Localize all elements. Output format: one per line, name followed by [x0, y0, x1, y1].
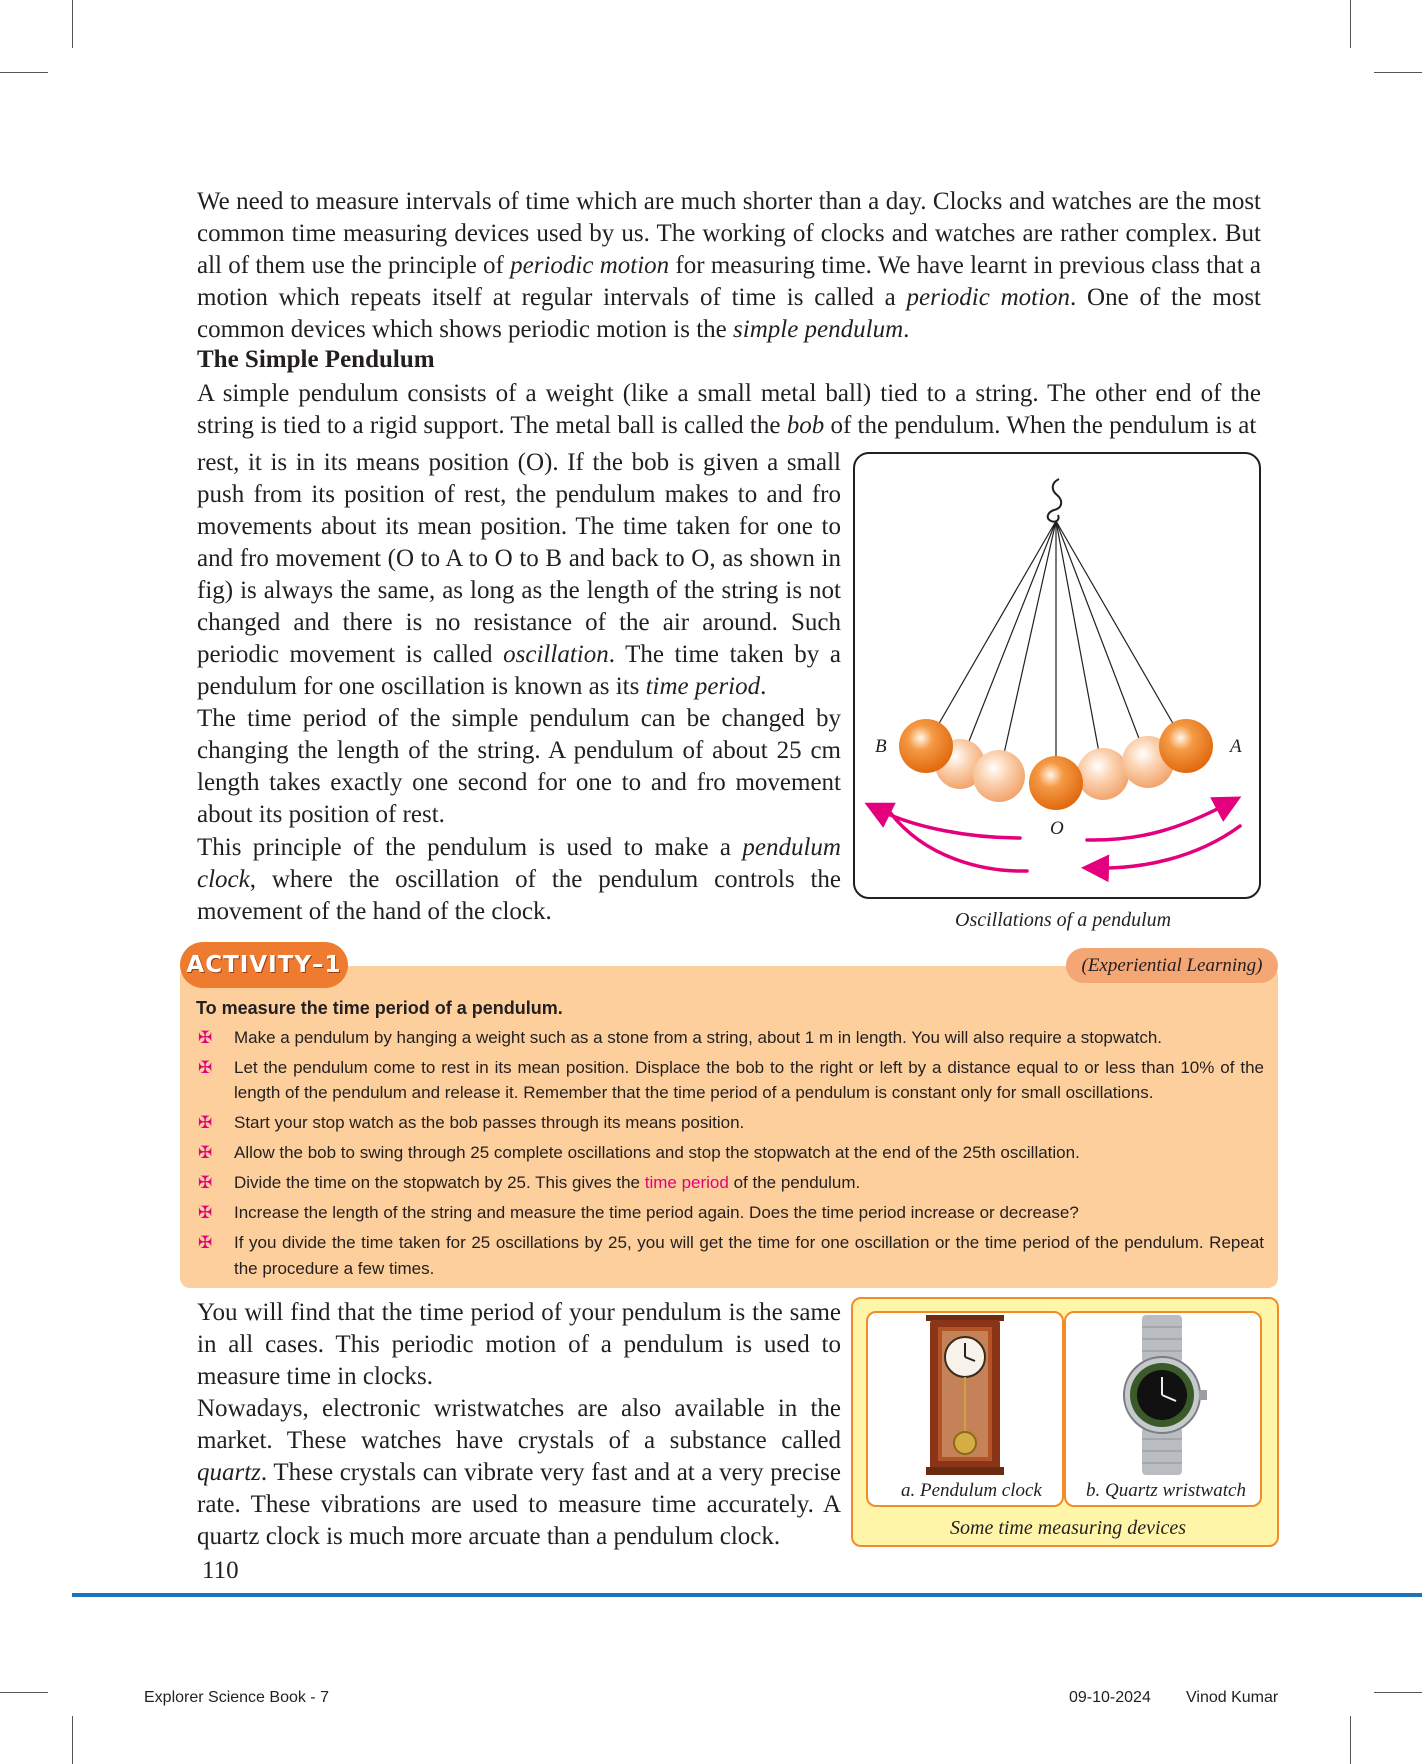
quartz-watch-caption: b. Quartz wristwatch — [1086, 1480, 1246, 1501]
time-devices-caption: Some time measuring devices — [950, 1517, 1187, 1539]
label-b: B — [875, 736, 887, 757]
cross-bullet-icon: ✠ — [198, 1057, 213, 1077]
pendulum-bob-o — [1029, 756, 1083, 810]
activity-step: ✠ Allow the bob to swing through 25 complete oscillations and stop the stopwatch at the end of the 25th oscillation. — [196, 1140, 1264, 1166]
section-heading-simple-pendulum: The Simple Pendulum — [197, 346, 435, 373]
activity-tag-badge: (Experiential Learning) — [1066, 948, 1278, 983]
crop-mark — [0, 1692, 48, 1693]
cross-bullet-icon: ✠ — [198, 1143, 213, 1162]
label-a: A — [1230, 736, 1242, 757]
page-number: 110 — [202, 1557, 239, 1584]
crop-mark — [1350, 1716, 1351, 1764]
footer-book-title: Explorer Science Book - 7 — [144, 1689, 329, 1706]
activity-title-badge: ACTIVITY–1 — [180, 942, 348, 988]
activity-step: ✠ Divide the time on the stopwatch by 25. This gives the time period of the pendulum. — [196, 1170, 1264, 1196]
cross-bullet-icon: ✠ — [198, 1203, 213, 1222]
activity-step: ✠ Let the pendulum come to rest in its mean position. Displace the bob to the right or left by a distance equal to or less than 10% of the length of the pendulum and release it. Remember that the time period of a pendulum is constant only for small oscillations. — [196, 1055, 1264, 1106]
crop-mark — [72, 1716, 73, 1764]
activity-step: ✠ Start your stop watch as the bob passes through its means position. — [196, 1110, 1264, 1136]
pendulum-clock-caption: a. Pendulum clock — [901, 1480, 1042, 1501]
pendulum-bob-intermediate — [973, 750, 1025, 802]
cross-bullet-icon: ✠ — [198, 1233, 213, 1252]
crop-mark — [1374, 1692, 1422, 1693]
pendulum-figure — [853, 452, 1261, 899]
activity-step: ✠ Increase the length of the string and measure the time period again. Does the time period increase or decrease? — [196, 1200, 1264, 1226]
pendulum-illustration — [855, 454, 1259, 897]
cross-bullet-icon: ✠ — [198, 1027, 213, 1047]
crop-mark — [72, 0, 73, 48]
crop-mark — [1350, 0, 1351, 48]
pendulum-bob-b — [899, 719, 953, 773]
pendulum-bob-a — [1159, 719, 1213, 773]
pendulum-bob-intermediate — [1077, 748, 1129, 800]
footer-author: Vinod Kumar — [1186, 1689, 1279, 1706]
closing-paragraph-1: You will find that the time period of your pendulum is the same in all cases. This periodic motion of a pendulum is used to measure time in clocks. — [197, 1299, 841, 1390]
cross-bullet-icon: ✠ — [198, 1173, 213, 1192]
activity-step: ✠ Make a pendulum by hanging a weight such as a stone from a string, about 1 m in length. You will also require a stopwatch. — [196, 1025, 1264, 1051]
cross-bullet-icon: ✠ — [198, 1113, 213, 1132]
arrow-left-down — [1095, 826, 1240, 868]
pendulum-figure-caption: Oscillations of a pendulum — [955, 909, 1172, 931]
activity-step: ✠ If you divide the time taken for 25 oscillations by 25, you will get the time for one oscillation or the time period of the pendulum. Repeat the procedure a few times. — [196, 1230, 1264, 1281]
pendulum-paragraph-3: The time period of the simple pendulum can be changed by changing the length of the string. A pendulum of about 25 cm length takes exactly one second for one to and fro movement about its position of rest. — [197, 705, 841, 828]
label-o: O — [1050, 818, 1064, 839]
quartz-wristwatch-image — [1112, 1315, 1212, 1475]
highlight-time-period: time period — [644, 1173, 729, 1192]
footer-date: 09-10-2024 — [1069, 1689, 1151, 1706]
crop-mark — [0, 72, 48, 73]
pendulum-paragraph-2: rest, it is in its means position (O). If the bob is given a small push from its position of rest, the pendulum makes to and fro movements about its mean position. The time taken for one to and fro movement (O to A to O to B and back to O, as shown in fig) is always the same, as long as the length of the string is not changed and there is no resistance of the air around. Such periodic movement is called oscillation. The time taken by a pendulum for one oscillation is known as its time period. — [197, 449, 841, 700]
pendulum-paragraph-1: A simple pendulum consists of a weight (like a small metal ball) tied to a string. The other end of the string is tied to a rigid support. The metal ball is called the bob of the pendulum. When the pendulum is at — [197, 380, 1261, 439]
pendulum-clock-image — [920, 1315, 1010, 1475]
activity-steps — [196, 1025, 1264, 1282]
activity-body — [196, 996, 1264, 1286]
arrow-lower-left — [889, 811, 1027, 871]
pendulum-paragraph-4: This principle of the pendulum is used to make a pendulum clock, where the oscillation of the pendulum controls the movement of the hand of the clock. — [197, 834, 841, 925]
closing-paragraph-2: Nowadays, electronic wristwatches are also available in the market. These watches have crystals of a substance called quartz. These crystals can vibrate very fast and at a very precise rate. These vibrations are used to measure time accurately. A quartz clock is much more arcuate than a pendulum clock. — [197, 1395, 841, 1550]
intro-paragraph: We need to measure intervals of time which are much shorter than a day. Clocks and watches are the most common time measuring devices used by us. The working of clocks and watches are rather complex. But all of them use the principle of periodic motion for measuring time. We have learnt in previous class that a motion which repeats itself at regular intervals of time is called a periodic motion. One of the most common devices which shows periodic motion is the simple pendulum. — [197, 188, 1261, 343]
crop-mark — [1374, 72, 1422, 73]
arrow-right-up — [1087, 803, 1229, 840]
footer-rule — [72, 1593, 1422, 1597]
hook-icon — [1048, 479, 1061, 522]
activity-heading: To measure the time period of a pendulum. — [196, 998, 563, 1018]
